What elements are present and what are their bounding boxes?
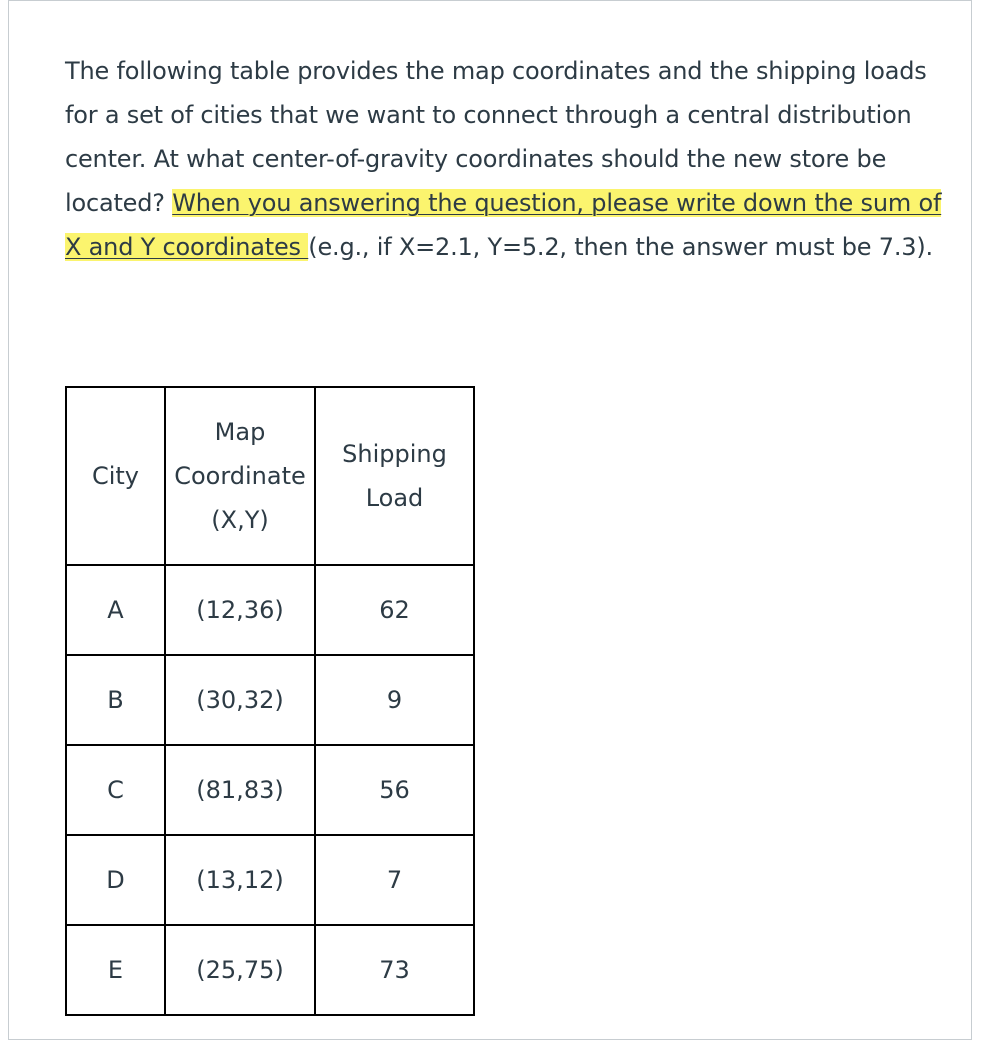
- cell-city: B: [66, 655, 165, 745]
- table-row: [66, 565, 474, 655]
- table-header-row: [66, 387, 474, 565]
- question-example: (e.g., if X=2.1, Y=5.2, then the answer must be 7.3).: [308, 233, 933, 261]
- cell-coordinate: (30,32): [165, 655, 315, 745]
- cell-city: D: [66, 835, 165, 925]
- cell-city: C: [66, 745, 165, 835]
- cell-load: 62: [315, 565, 474, 655]
- city-table: [65, 386, 475, 1016]
- question-body: The following table provides the map coordinates and the shipping loads for a set of cities that we want to connect through a central distribution center. At what center-of-gravity coordinates should the new store be located?: [65, 57, 927, 217]
- cell-city: A: [66, 565, 165, 655]
- cell-load: 73: [315, 925, 474, 1015]
- header-city: City: [66, 387, 165, 565]
- table-row: [66, 925, 474, 1015]
- cell-coordinate: (12,36): [165, 565, 315, 655]
- table-row: [66, 745, 474, 835]
- cell-load: 7: [315, 835, 474, 925]
- cell-load: 56: [315, 745, 474, 835]
- header-map-coordinate: Map Coordinate (X,Y): [165, 387, 315, 565]
- table-row: [66, 835, 474, 925]
- cell-city: E: [66, 925, 165, 1015]
- cell-coordinate: (25,75): [165, 925, 315, 1015]
- cell-load: 9: [315, 655, 474, 745]
- table-row: [66, 655, 474, 745]
- question-text: [65, 49, 945, 269]
- highlighted-instruction: When you answering the question, please write down the sum of X and Y coordinates: [65, 189, 942, 261]
- cell-coordinate: (13,12): [165, 835, 315, 925]
- cell-coordinate: (81,83): [165, 745, 315, 835]
- header-shipping-load: Shipping Load: [315, 387, 474, 565]
